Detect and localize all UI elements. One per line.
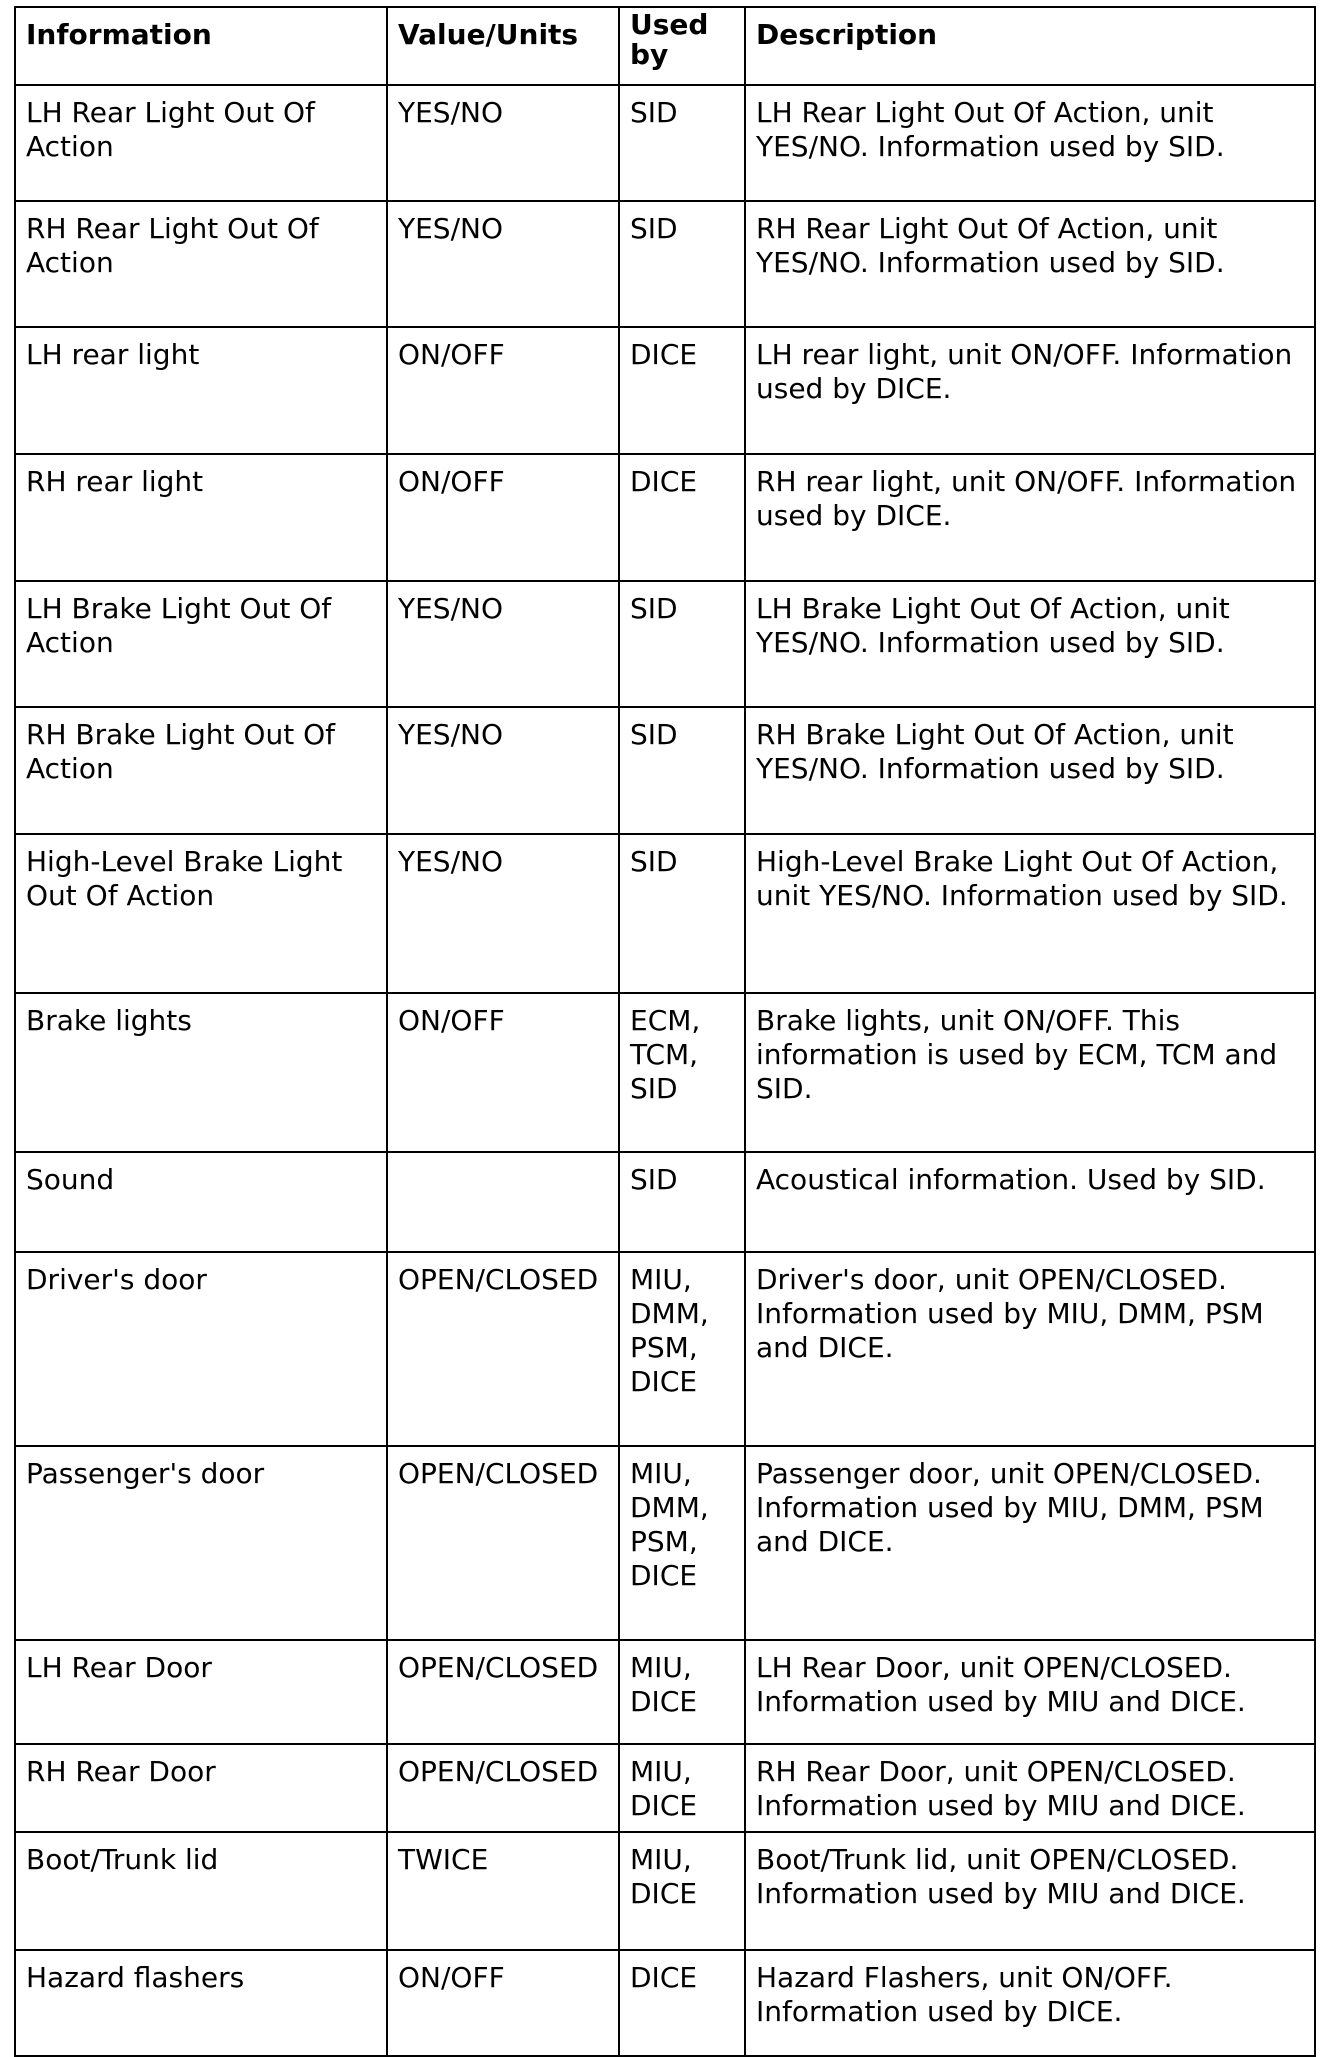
table-row bbox=[15, 85, 1315, 201]
cell-information: Driver's door bbox=[15, 1252, 387, 1446]
cell-used-by: DICE bbox=[619, 1950, 745, 2056]
cell-value-units: YES/NO bbox=[387, 201, 619, 327]
cell-information: LH Rear Light Out Of Action bbox=[15, 85, 387, 201]
cell-description: LH Rear Light Out Of Action, unit YES/NO. Information used by SID. bbox=[745, 85, 1315, 201]
cell-description: High-Level Brake Light Out Of Action, unit YES/NO. Information used by SID. bbox=[745, 834, 1315, 993]
cell-information: Sound bbox=[15, 1152, 387, 1252]
cell-value-units: YES/NO bbox=[387, 85, 619, 201]
cell-value-units: ON/OFF bbox=[387, 454, 619, 581]
cell-value-units: ON/OFF bbox=[387, 327, 619, 454]
table-row bbox=[15, 1252, 1315, 1446]
cell-description: Driver's door, unit OPEN/CLOSED. Information used by MIU, DMM, PSM and DICE. bbox=[745, 1252, 1315, 1446]
signal-table bbox=[14, 6, 1316, 2057]
cell-information: LH Brake Light Out Of Action bbox=[15, 581, 387, 707]
table-row bbox=[15, 454, 1315, 581]
cell-description: RH Rear Light Out Of Action, unit YES/NO. Information used by SID. bbox=[745, 201, 1315, 327]
cell-information: RH Rear Door bbox=[15, 1744, 387, 1832]
cell-description: RH Brake Light Out Of Action, unit YES/NO. Information used by SID. bbox=[745, 707, 1315, 834]
cell-description: Brake lights, unit ON/OFF. This information is used by ECM, TCM and SID. bbox=[745, 993, 1315, 1152]
cell-information: LH Rear Door bbox=[15, 1640, 387, 1744]
signal-table-container bbox=[14, 6, 1314, 2057]
cell-used-by: MIU, DICE bbox=[619, 1744, 745, 1832]
cell-value-units: YES/NO bbox=[387, 834, 619, 993]
header-used-by: Used by bbox=[619, 7, 745, 85]
table-row bbox=[15, 834, 1315, 993]
table-row bbox=[15, 1832, 1315, 1950]
table-row bbox=[15, 201, 1315, 327]
table-row bbox=[15, 327, 1315, 454]
table-row bbox=[15, 1640, 1315, 1744]
cell-description: Acoustical information. Used by SID. bbox=[745, 1152, 1315, 1252]
cell-description: RH Rear Door, unit OPEN/CLOSED. Information used by MIU and DICE. bbox=[745, 1744, 1315, 1832]
cell-information: Boot/Trunk lid bbox=[15, 1832, 387, 1950]
cell-value-units bbox=[387, 1152, 619, 1252]
cell-used-by: SID bbox=[619, 834, 745, 993]
cell-used-by: SID bbox=[619, 201, 745, 327]
cell-description: Hazard Flashers, unit ON/OFF. Information used by DICE. bbox=[745, 1950, 1315, 2056]
cell-used-by: MIU, DICE bbox=[619, 1832, 745, 1950]
table-row bbox=[15, 1446, 1315, 1640]
cell-used-by: MIU, DMM, PSM, DICE bbox=[619, 1446, 745, 1640]
cell-value-units: OPEN/CLOSED bbox=[387, 1446, 619, 1640]
cell-description: Boot/Trunk lid, unit OPEN/CLOSED. Information used by MIU and DICE. bbox=[745, 1832, 1315, 1950]
cell-information: Passenger's door bbox=[15, 1446, 387, 1640]
cell-used-by: DICE bbox=[619, 454, 745, 581]
cell-information: RH rear light bbox=[15, 454, 387, 581]
cell-used-by: MIU, DMM, PSM, DICE bbox=[619, 1252, 745, 1446]
cell-description: LH Rear Door, unit OPEN/CLOSED. Information used by MIU and DICE. bbox=[745, 1640, 1315, 1744]
table-row bbox=[15, 1744, 1315, 1832]
table-row bbox=[15, 707, 1315, 834]
cell-description: LH rear light, unit ON/OFF. Information used by DICE. bbox=[745, 327, 1315, 454]
cell-value-units: ON/OFF bbox=[387, 993, 619, 1152]
cell-description: LH Brake Light Out Of Action, unit YES/NO. Information used by SID. bbox=[745, 581, 1315, 707]
header-information: Information bbox=[15, 7, 387, 85]
cell-value-units: ON/OFF bbox=[387, 1950, 619, 2056]
header-description: Description bbox=[745, 7, 1315, 85]
cell-value-units: YES/NO bbox=[387, 707, 619, 834]
cell-information: Brake lights bbox=[15, 993, 387, 1152]
table-row bbox=[15, 993, 1315, 1152]
table-row bbox=[15, 1152, 1315, 1252]
cell-used-by: DICE bbox=[619, 327, 745, 454]
cell-information: RH Rear Light Out Of Action bbox=[15, 201, 387, 327]
cell-information: RH Brake Light Out Of Action bbox=[15, 707, 387, 834]
cell-value-units: TWICE bbox=[387, 1832, 619, 1950]
cell-used-by: MIU, DICE bbox=[619, 1640, 745, 1744]
cell-value-units: YES/NO bbox=[387, 581, 619, 707]
cell-description: RH rear light, unit ON/OFF. Information used by DICE. bbox=[745, 454, 1315, 581]
table-header-row bbox=[15, 7, 1315, 85]
cell-description: Passenger door, unit OPEN/CLOSED. Information used by MIU, DMM, PSM and DICE. bbox=[745, 1446, 1315, 1640]
cell-used-by: SID bbox=[619, 1152, 745, 1252]
cell-value-units: OPEN/CLOSED bbox=[387, 1744, 619, 1832]
cell-used-by: ECM, TCM, SID bbox=[619, 993, 745, 1152]
cell-used-by: SID bbox=[619, 581, 745, 707]
cell-information: LH rear light bbox=[15, 327, 387, 454]
header-value-units: Value/Units bbox=[387, 7, 619, 85]
cell-information: Hazard flashers bbox=[15, 1950, 387, 2056]
table-row bbox=[15, 1950, 1315, 2056]
table-row bbox=[15, 581, 1315, 707]
cell-value-units: OPEN/CLOSED bbox=[387, 1640, 619, 1744]
cell-value-units: OPEN/CLOSED bbox=[387, 1252, 619, 1446]
cell-information: High-Level Brake Light Out Of Action bbox=[15, 834, 387, 993]
cell-used-by: SID bbox=[619, 85, 745, 201]
cell-used-by: SID bbox=[619, 707, 745, 834]
